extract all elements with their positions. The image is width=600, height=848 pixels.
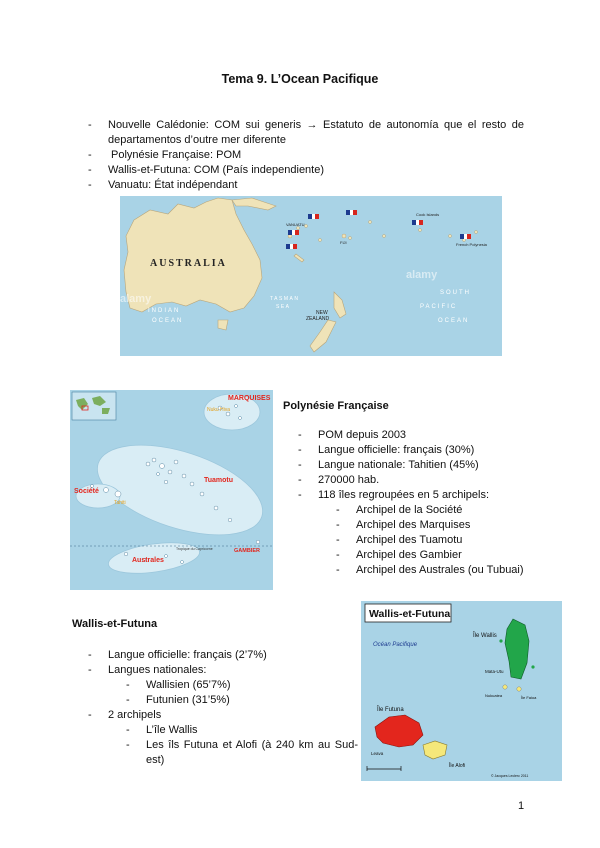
label-nz-2: ZEALAND (306, 316, 330, 322)
label-south-pacific-1: SOUTH (440, 290, 471, 296)
page-number: 1 (518, 800, 525, 812)
list-item: - Polynésie Française: POM (108, 148, 524, 163)
list-item: - Les îls Futuna et Alofi (à 240 km au Sud-est) (146, 738, 358, 768)
label-fiji: FIJI (340, 240, 347, 245)
label-nz-1: NEW (316, 310, 328, 316)
list-item: - 2 archipels (108, 708, 358, 723)
label-tasman-1: TASMAN (270, 296, 300, 302)
polynesie-map (70, 390, 273, 590)
label-indian-ocean-2: OCEAN (152, 318, 184, 324)
label-australes: Australes (132, 557, 164, 564)
label-cook-islands: Cook Islands (416, 212, 440, 217)
list-item: - Langue nationale: Tahitien (45%) (318, 458, 538, 473)
list-item: - Langue officielle: français (2’7%) (108, 648, 358, 663)
label-tuamotu: Tuamotu (204, 477, 234, 484)
label-tasman-2: SEA (276, 304, 291, 310)
list-item: - Archipel des Gambier (356, 548, 538, 563)
list-item: - 118 îles regroupées en 5 archipels: (318, 488, 538, 503)
list-item: - Wallis-et-Futuna: COM (País independiente) (108, 163, 524, 178)
wallis-heading: Wallis-et-Futuna (72, 618, 158, 630)
map-copyright: © Jacques Leclerc 2011 (491, 774, 529, 778)
map-title: Wallis-et-Futuna (369, 608, 451, 620)
watermark: alamy (406, 269, 438, 281)
label-ile-faioa: Île Faioa (521, 695, 537, 700)
label-leava: Leava (371, 751, 384, 756)
pacific-map (120, 196, 502, 356)
list-item: - Wallisien (65’7%) (146, 678, 358, 693)
label-ile-futuna: Île Futuna (377, 707, 404, 713)
intro-list (108, 118, 524, 193)
list-item: - L’île Wallis (146, 723, 358, 738)
tasmania (218, 320, 228, 330)
label-ile-alofi: Île Alofi (449, 763, 466, 769)
label-nuku-hiva: Nuku Hiva (207, 407, 231, 413)
list-item: - Langue officielle: français (30%) (318, 443, 538, 458)
list-item: - Archipel de la Société (356, 503, 538, 518)
label-mata-utu: Mata-Utu (485, 669, 504, 674)
label-tahiti: Tahiti (114, 500, 126, 506)
list-item: - Nouvelle Calédonie: COM sui generis → Estatuto de autonomía que el resto de departamentos d’outre mer diferente (108, 118, 524, 148)
list-item: - Archipel des Australes (ou Tubuai) (356, 563, 538, 578)
label-indian-ocean-1: INDIAN (148, 308, 181, 314)
list-item: - 270000 hab. (318, 473, 538, 488)
label-vanuatu: VANUATU (286, 222, 305, 227)
label-french-polynesia: French Polynesia (456, 242, 487, 247)
list-item: - POM depuis 2003 (318, 428, 538, 443)
label-tropique: Tropique du Capricorne (176, 547, 213, 551)
label-south-pacific-2: PACIFIC (420, 304, 458, 310)
list-item: - Futunien (31’5%) (146, 693, 358, 708)
list-item: - Archipel des Marquises (356, 518, 538, 533)
page-title: Tema 9. L’Ocean Pacifique (221, 72, 379, 86)
label-ile-wallis: Île Wallis (473, 633, 497, 639)
label-marquises: MARQUISES (228, 395, 271, 402)
label-south-pacific-3: OCEAN (438, 318, 470, 324)
label-societe: Société (74, 488, 99, 495)
watermark: alamy (120, 293, 152, 305)
list-item: - Archipel des Tuamotu (356, 533, 538, 548)
map-sea (361, 601, 562, 781)
list-item: - Langues nationales: (108, 663, 358, 678)
label-australia: AUSTRALIA (150, 258, 227, 269)
label-ocean: Océan Pacifique (373, 642, 418, 648)
list-item: - Vanuatu: État indépendant (108, 178, 524, 193)
wallis-list (108, 648, 358, 768)
polynesie-heading: Polynésie Française (283, 400, 389, 412)
label-gambier: GAMBIER (234, 548, 260, 554)
polynesie-list (318, 428, 538, 578)
wallis-map (361, 601, 562, 781)
label-nukuatea: Nukuatea (485, 693, 503, 698)
